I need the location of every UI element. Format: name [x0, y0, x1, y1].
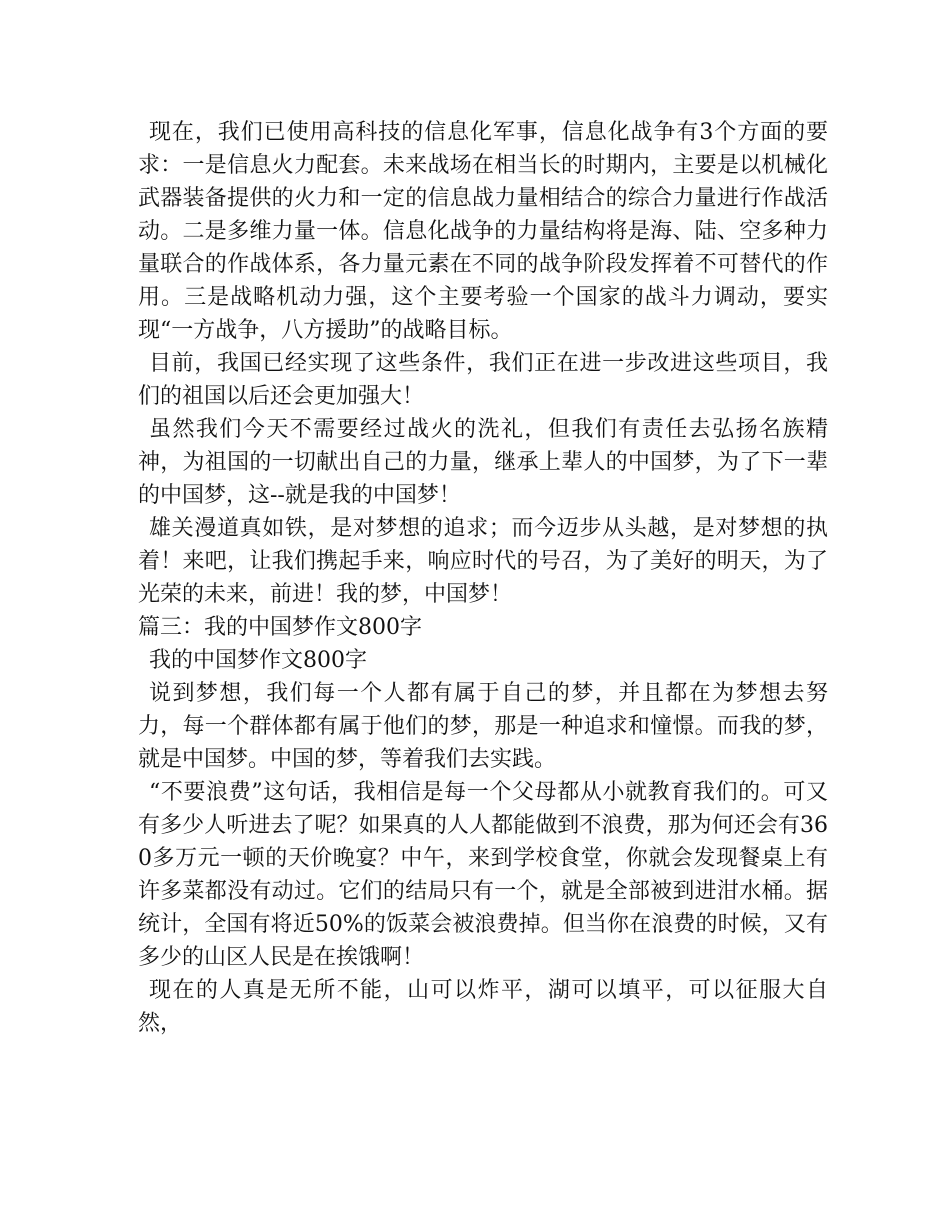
paragraph-conquer-nature: 现在的人真是无所不能，山可以炸平，湖可以填平，可以征服大自然，	[138, 978, 828, 1036]
paragraph-waste: “不要浪费”这句话，我相信是每一个父母都从小就教育我们的。可又有多少人听进去了呢？如果真的人人都能做到不浪费，那为何还会有360多万元一顿的天价晚宴？中午，来到学校食堂，你就会发现餐桌上有许多菜都没有动过。它们的结局只有一个，就是全部被到进泔水桶。据统计，全国有将近50%的饭菜会被浪费掉。但当你在浪费的时候，又有多少的山区人民是在挨饿啊！	[138, 780, 828, 970]
paragraph-pursuit-of-dream: 雄关漫道真如铁，是对梦想的追求；而今迈步从头越，是对梦想的执着！来吧，让我们携起手来，响应时代的号召，为了美好的明天，为了光荣的未来，前进！我的梦，中国梦！	[138, 516, 828, 607]
document-body	[138, 116, 828, 1040]
section-heading: 篇三：我的中国梦作文800字	[138, 615, 422, 640]
paragraph-about-dreams: 说到梦想，我们每一个人都有属于自己的梦，并且都在为梦想去努力，每一个群体都有属于他们的梦，那是一种追求和憧憬。而我的梦，就是中国梦。中国的梦，等着我们去实践。	[138, 681, 828, 772]
paragraph-responsibility: 虽然我们今天不需要经过战火的洗礼，但我们有责任去弘扬名族精神，为祖国的一切献出自己的力量，继承上辈人的中国梦，为了下一辈的中国梦，这--就是我的中国梦！	[138, 417, 828, 508]
article-title: 我的中国梦作文800字	[149, 648, 367, 673]
paragraph-military-informatization: 现在，我们已使用高科技的信息化军事，信息化战争有3个方面的要求：一是信息火力配套。未来战场在相当长的时期内，主要是以机械化武器装备提供的火力和一定的信息战力量相结合的综合力量进行作战活动。二是多维力量一体。信息化战争的力量结构将是海、陆、空多种力量联合的作战体系，各力量元素在不同的战争阶段发挥着不可替代的作用。三是战略机动力强，这个主要考验一个国家的战斗力调动，要实现“一方战争，八方援助”的战略目标。	[138, 120, 828, 343]
paragraph-current-conditions: 目前，我国已经实现了这些条件，我们正在进一步改进这些项目，我们的祖国以后还会更加强大！	[138, 351, 828, 409]
